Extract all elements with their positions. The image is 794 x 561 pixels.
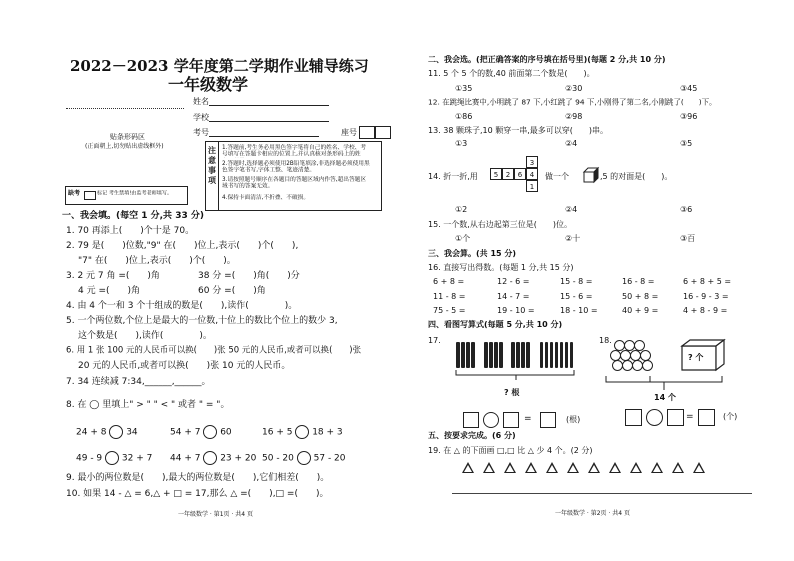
compare-circle[interactable]: [295, 425, 309, 439]
cube-icon: [582, 166, 600, 184]
net-face: 1: [526, 180, 538, 192]
q18-total: 14 个: [654, 393, 676, 402]
triangle-icon: [525, 462, 537, 473]
q2-line1: 2. 79 是( )位数,"9" 在( )位上,表示( )个( ),: [66, 241, 299, 251]
q3-a2: 38 分 =( )角( )分: [198, 271, 300, 281]
triangle-icon: [630, 462, 642, 473]
q11-opt1[interactable]: ①35: [455, 84, 473, 93]
q16-cell: 6 + 8 + 5 =: [683, 277, 732, 286]
answer-box[interactable]: [463, 412, 479, 428]
note-1: 1.答题前,考生务必用黑色签字笔将自己的姓名、学校、考号填写在答题卡相应的位置上,并认真核对条形码上的姓: [222, 144, 367, 158]
q15-opt2[interactable]: ②十: [565, 234, 581, 243]
q11: 11. 5 个 5 个的数,40 前面第二个数是( )。: [428, 69, 595, 78]
compare-circle[interactable]: [297, 451, 311, 465]
q8-row1-item2[interactable]: 54 + 7 60: [170, 425, 232, 439]
q13-opt3[interactable]: ③5: [680, 139, 693, 148]
net-face: 5: [490, 168, 502, 180]
q14-text-a: 14. 折一折,用: [428, 172, 478, 181]
q16-cell: 11 - 8 =: [433, 292, 466, 301]
operator-circle[interactable]: [483, 412, 499, 428]
answer-box[interactable]: [698, 409, 715, 426]
equals-sign: =: [686, 412, 694, 422]
q7: 7. 34 连续减 7:34,______,______。: [66, 377, 211, 387]
q17-unit: (根): [566, 415, 581, 424]
section-1-heading: 一、我会填。(每空 1 分,共 33 分): [62, 211, 204, 221]
q6-line2: 20 元的人民币,或者可以换( )张 10 元的人民币。: [78, 361, 291, 371]
q18-unit: (个): [723, 412, 738, 421]
net-face: 6: [514, 168, 526, 180]
missing-checkbox[interactable]: [84, 191, 96, 200]
answer-box[interactable]: [540, 412, 556, 428]
compare-circle[interactable]: [105, 451, 119, 465]
q1: 1. 70 再添上( )个十是 70。: [66, 226, 195, 236]
q17-unknown: ? 根: [504, 388, 520, 397]
q8-row2-item2[interactable]: 44 + 7 23 + 20: [170, 451, 256, 465]
exam-subtitle: 一年级数学: [168, 75, 249, 94]
q3-a1: 3. 2 元 7 角 =( )角: [66, 271, 160, 281]
q8-row1-item1[interactable]: 24 + 8 34: [76, 425, 138, 439]
triangle-icon: [483, 462, 495, 473]
q16-cell: 40 + 9 =: [622, 306, 659, 315]
missing-note: 标记 考生禁填!由监考老师填写。: [97, 190, 173, 197]
triangle-icon: [567, 462, 579, 473]
q5-line2: 这个数是( ),读作( )。: [78, 331, 212, 341]
net-face: 4: [526, 168, 538, 180]
answer-box[interactable]: [667, 409, 684, 426]
triangle-icon: [651, 462, 663, 473]
q17-brace: [454, 368, 578, 382]
q3-b1: 4 元 =( )角: [78, 286, 141, 296]
q13-opt2[interactable]: ②4: [565, 139, 578, 148]
q16: 16. 直接写出得数。(每题 1 分,共 15 分): [428, 263, 574, 272]
q16-cell: 12 - 6 =: [497, 277, 530, 286]
answer-box[interactable]: [625, 409, 642, 426]
name-field[interactable]: 姓名: [193, 96, 329, 106]
q16-cell: 75 - 5 =: [433, 306, 466, 315]
triangle-icon: [504, 462, 516, 473]
q8: 8. 在 ◯ 里填上" > " " < " 或者 " = "。: [66, 400, 230, 410]
q13-opt1[interactable]: ①3: [455, 139, 468, 148]
notes-label: 注意事项: [206, 142, 219, 210]
barcode-area-border: [66, 108, 184, 109]
section-5-heading: 五、按要求完成。(6 分): [428, 431, 516, 440]
note-2: 2.答题时,选择题必须使用2B铅笔填涂,非选择题必须使用黑色签字笔书写,字体工整、笔迹清楚。: [222, 160, 370, 174]
q4: 4. 由 4 个一和 3 个十组成的数是( ),读作( )。: [66, 301, 298, 311]
missing-label: 缺考: [68, 190, 81, 197]
triangle-icon: [609, 462, 621, 473]
left-footer: 一年级数学 · 第1页 · 共4 页: [178, 511, 253, 518]
q18-label: 18.: [599, 336, 612, 345]
triangle-icon: [462, 462, 474, 473]
q2-line2: "7" 在( )位上,表示( )个( )。: [78, 256, 236, 266]
q18-box-label: ? 个: [688, 353, 704, 362]
q16-cell: 16 - 9 - 3 =: [683, 292, 729, 301]
q14-opt2[interactable]: ②4: [565, 205, 578, 214]
q16-cell: 14 - 7 =: [497, 292, 530, 301]
q16-cell: 16 - 8 =: [622, 277, 655, 286]
net-face: 3: [526, 156, 538, 168]
q8-row2-item3[interactable]: 50 - 20 57 - 20: [262, 451, 346, 465]
triangle-icon: [672, 462, 684, 473]
q14-text-c: ,5 的对面是( )。: [600, 172, 673, 181]
q15: 15. 一个数,从右边起第三位是( )位。: [428, 220, 573, 229]
q16-cell: 15 - 8 =: [560, 277, 593, 286]
q6-line1: 6. 用 1 张 100 元的人民币可以换( )张 50 元的人民币,或者可以换( )张: [66, 346, 362, 356]
q14-opt1[interactable]: ①2: [455, 205, 468, 214]
q13: 13. 38 颗珠子,10 颗穿一串,最多可以穿( )串。: [428, 126, 609, 135]
triangle-icon: [546, 462, 558, 473]
section-3-heading: 三、我会算。(共 15 分): [428, 249, 517, 258]
compare-circle[interactable]: [109, 425, 123, 439]
note-3: 3.请按照题号顺序在各题目的答题区域内作答,超出答题区域书写的答案无效。: [222, 176, 367, 190]
q15-opt1[interactable]: ①个: [455, 234, 471, 243]
q12-opt2[interactable]: ②98: [565, 112, 583, 121]
q12: 12. 在跳绳比赛中,小明跳了 87 下,小红跳了 94 下,小刚得了第二名,小刚跳了( )下。: [428, 98, 717, 107]
q19: 19. 在 △ 的下面画 □,□ 比 △ 少 4 个。(2 分): [428, 446, 593, 455]
q8-row2-item1[interactable]: 49 - 9 32 + 7: [76, 451, 152, 465]
section-4-heading: 四、看图写算式(每题 5 分,共 10 分): [428, 320, 563, 329]
q10: 10. 如果 14 - △ = 6,△ + □ = 17,那么 △ =( ),□ =( )。: [66, 489, 329, 499]
q9: 9. 最小的两位数是( ),最大的两位数是( ),它们相差( )。: [66, 473, 330, 483]
school-field[interactable]: 学校: [193, 112, 329, 122]
q16-cell: 19 - 10 =: [497, 306, 535, 315]
equals-sign: =: [524, 414, 532, 424]
note-4: 4.保持卡面清洁,不折叠、不破损。: [222, 194, 310, 201]
q16-cell: 6 + 8 =: [433, 277, 465, 286]
compare-circle[interactable]: [203, 451, 217, 465]
q8-row1-item3[interactable]: 16 + 5 18 + 3: [262, 425, 343, 439]
q14-opt3[interactable]: ③6: [680, 205, 693, 214]
seat-field[interactable]: 座号: [341, 126, 391, 139]
right-footer: 一年级数学 · 第2页 · 共4 页: [555, 510, 630, 517]
q19-divider: [452, 493, 752, 494]
answer-box[interactable]: [503, 412, 519, 428]
q18-brace: [604, 374, 726, 394]
triangle-icon: [693, 462, 705, 473]
q3-b2: 60 分 =( )角: [198, 286, 266, 296]
q15-opt3[interactable]: ③百: [680, 234, 696, 243]
q17-label: 17.: [428, 336, 441, 345]
q12-opt3[interactable]: ③96: [680, 112, 698, 121]
barcode-label: 贴条形码区: [110, 133, 145, 141]
q16-cell: 15 - 6 =: [560, 292, 593, 301]
q16-cell: 4 + 8 - 9 =: [683, 306, 728, 315]
compare-circle[interactable]: [203, 425, 217, 439]
net-face: 2: [502, 168, 514, 180]
q14-text-b: 做一个: [545, 172, 569, 181]
section-2-heading: 二、我会选。(把正确答案的序号填在括号里)(每题 2 分,共 10 分): [428, 55, 666, 64]
q16-cell: 50 + 8 =: [622, 292, 659, 301]
exam-no-field[interactable]: 考号: [193, 127, 319, 137]
q11-opt2[interactable]: ②30: [565, 84, 583, 93]
q11-opt3[interactable]: ③45: [680, 84, 698, 93]
q12-opt1[interactable]: ①86: [455, 112, 473, 121]
q16-cell: 18 - 10 =: [560, 306, 598, 315]
notes-box: [205, 141, 382, 211]
exam-title: 2022－2023 学年度第二学期作业辅导练习: [70, 57, 369, 75]
triangle-icon: [588, 462, 600, 473]
missing-mark-box: [65, 186, 188, 205]
operator-circle[interactable]: [646, 409, 663, 426]
barcode-note: (正面朝上,切勿贴出虚线框外): [85, 143, 164, 150]
q5-line1: 5. 一个两位数,个位上是最大的一位数,十位上的数比个位上的数少 3,: [66, 316, 338, 326]
